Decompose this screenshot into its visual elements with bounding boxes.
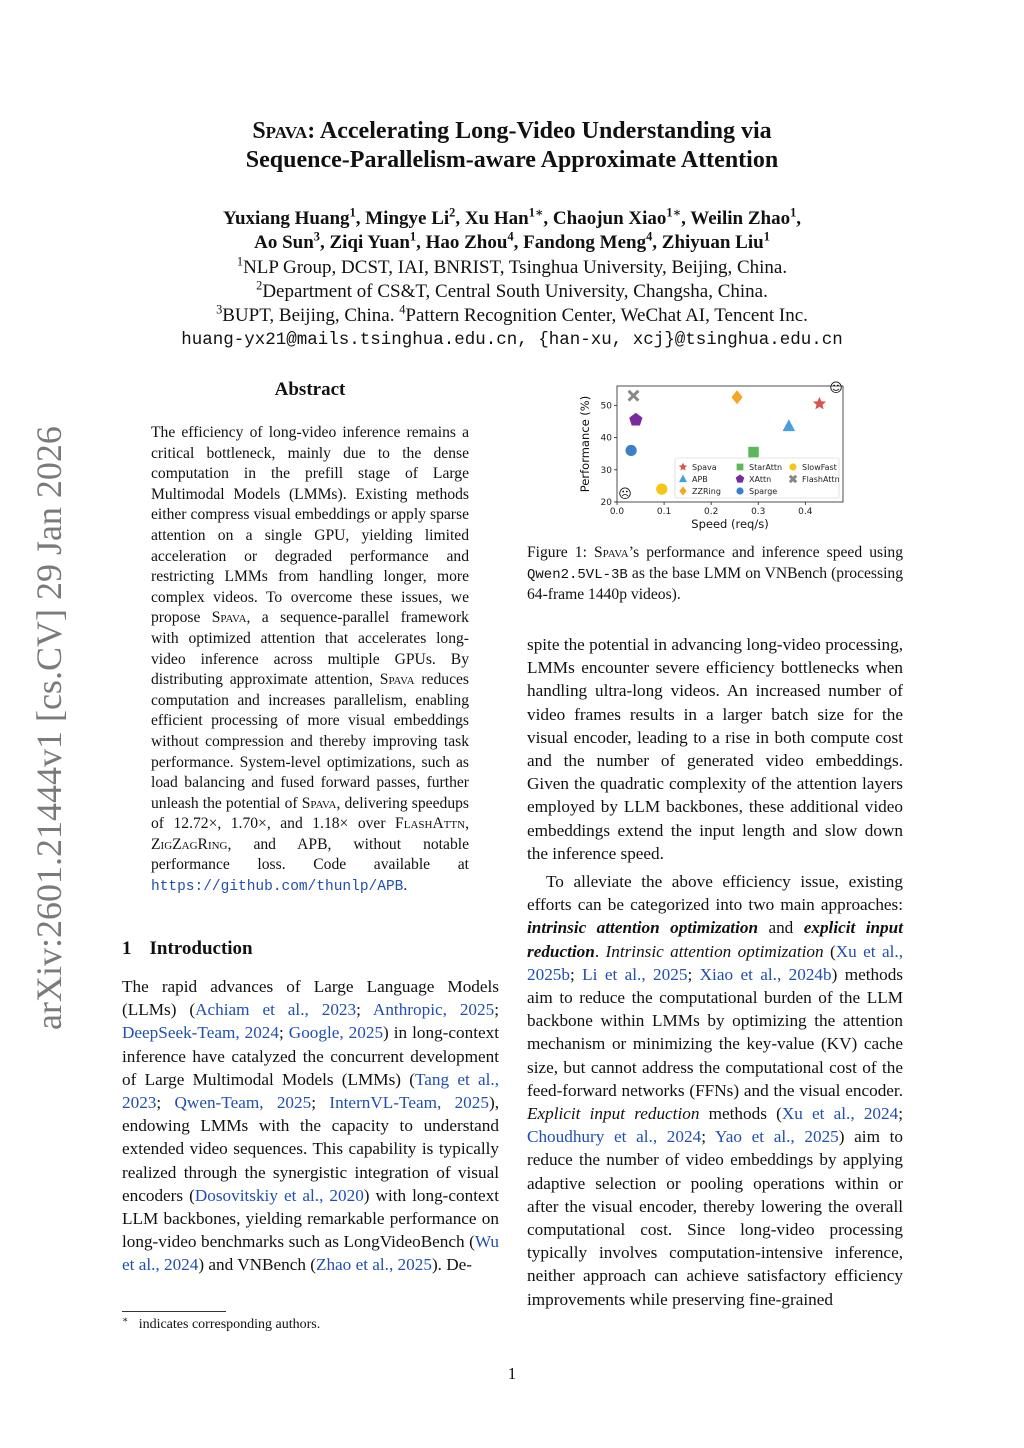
footnote-text: indicates corresponding authors. xyxy=(138,1317,321,1332)
citation-link[interactable]: Xu et al., 2025b xyxy=(527,941,903,984)
abstract-text-f: . xyxy=(403,877,408,895)
data-point-xattn xyxy=(629,413,642,426)
author-name: Yuxiang Huang xyxy=(223,208,350,229)
data-point-apb xyxy=(783,419,796,431)
data-point-sparge xyxy=(626,445,637,456)
legend-label: FlashAttn xyxy=(802,475,840,484)
citation-link[interactable]: DeepSeek-Team, 2024 xyxy=(122,1023,279,1043)
intro-right-paragraph-1: spite the potential in advancing long-video processing, LMMs encounter severe efficiency bottlenecks when handling ultra-long videos. An increased number of video frames results in a larger batch size for the visual encoder, leading to a rise in both compute cost and the number of generated video embeddings. Given the quadratic complexity of the attention layers employed by LLM backbones, these additional video embeddings extend the input length and slow down the inference speed. xyxy=(527,635,903,863)
author-affil-mark: 1∗ xyxy=(528,205,544,220)
page-number: 1 xyxy=(507,1364,517,1383)
y-tick-label: 40 xyxy=(600,433,612,444)
figure-spava: Spava xyxy=(593,544,629,561)
y-tick-label: 50 xyxy=(600,401,612,412)
citation-link[interactable]: Qwen-Team, 2025 xyxy=(174,1093,312,1113)
intro-text: ) and VNBench ( xyxy=(198,1255,316,1275)
paper-title xyxy=(0,117,1024,175)
abstract-spava-2: Spava xyxy=(379,671,415,689)
figure-1-caption xyxy=(527,543,903,606)
citation-link[interactable]: Google, 2025 xyxy=(288,1023,384,1043)
data-point-starattn xyxy=(748,447,759,458)
citation-link[interactable]: Xiao et al., 2024b xyxy=(699,964,832,984)
author-name: Xu Han xyxy=(464,208,529,229)
affiliation-2: $^2$Department of CS&T, Central South University, Changsha, China. xyxy=(256,278,768,302)
legend-marker-starattn xyxy=(737,464,744,471)
abstract-spava-1: Spava xyxy=(211,609,247,627)
authors-line1: Yuxiang Huang$^1$, Mingye Li$^2$, Xu Han$^{1∗}$, Chaojun Xiao$^{1∗}$, Weilin Zhao$^1$, xyxy=(223,205,801,229)
x-tick-label: 0.4 xyxy=(798,507,813,517)
section-title: Introduction xyxy=(149,938,253,959)
y-axis-label: Performance (%) xyxy=(578,395,592,493)
caption-text-b: as the base LMM on VNBench (processing 64-frame 1440p videos). xyxy=(527,564,903,603)
term-explicit: explicit input reduction xyxy=(527,918,903,961)
intro-text: . xyxy=(594,941,606,961)
affil2-text: Department of CS&T, Central South University, Changsha, China. xyxy=(262,281,768,302)
author-affil-mark: 3 xyxy=(313,229,320,244)
abstract-text-e: , and APB, without notable performance loss. Code available at xyxy=(151,835,469,874)
author-name: Fandong Meng xyxy=(523,232,647,253)
citation-link[interactable]: Xu et al., 2024 xyxy=(781,1104,899,1124)
author-name: Mingye Li xyxy=(365,208,450,229)
citation-link[interactable]: Tang et al., 2023 xyxy=(122,1069,499,1113)
abstract-body: The efficiency of long-video inference remains a critical bottleneck, mainly due to the dense computation in the prefill stage of Large Multimodal Models (LMMs). Existing methods either compress visual embeddings or apply sparse attention on a single GPU, yielding limited acceleration or degraded performance and restricting LMMs from handling longer, more complex videos. To overcome these issues, we propose Spava, a sequence-parallel framework with optimized attention that accelerates long-video inference across multiple GPUs. By distributing approximate attention, Spava reduces computation and increases parallelism, enabling efficient processing of more visual embeddings without compression and thereby improving task performance. System-level optimizations, such as load balancing and fused forward passes, further unleash the potential of Spava, delivering speedups of 12.72×, 1.70×, and 1.18× over FlashAttn, ZigZagRing, and APB, without notable performance loss. Code available at https://github.com/thunlp/APB. xyxy=(151,424,469,896)
intro-right-paragraph-2: To alleviate the above efficiency issue, existing efforts can be categorized into two main approaches: intrinsic attention optimization and explicit input reduction. Intrinsic attention optimization (Xu et al., 2025b; Li et al., 2025; Xiao et al., 2024b) methods aim to reduce the computational burden of the LLM backbone within LMMs by optimizing the attention mechanism or minimizing the key-value (KV) cache size, but cannot address the computational cost of the feed-forward networks (FFNs) and the visual encoder. Explicit input reduction methods (Xu et al., 2024; Choudhury et al., 2024; Yao et al., 2025) aim to reduce the number of video embeddings by applying adaptive selection or pooling operations within or after the visual encoder, thereby lowering the overall computational cost. Since long-video processing typically involves computation-intensive inference, neither approach can achieve satisfactory efficiency improvements while preserving fine-grained xyxy=(527,872,903,1309)
affil1-text: NLP Group, DCST, IAI, BNRIST, Tsinghua University, Beijing, China. xyxy=(243,257,788,278)
arxiv-stamp: arXiv:2601.21444v1 [cs.CV] 29 Jan 2026 xyxy=(29,426,69,1030)
legend-label: StarAttn xyxy=(749,463,783,472)
author-name: Ziqi Yuan xyxy=(329,232,410,253)
section-heading-introduction xyxy=(122,938,253,960)
author-name: Zhiyuan Liu xyxy=(661,232,764,253)
caption-model: Qwen2.5VL-3B xyxy=(527,566,628,583)
title-name: Spava xyxy=(252,118,308,144)
intro-text: ). De- xyxy=(431,1255,473,1275)
affiliation-3-4: $^3$BUPT, Beijing, China. $^4$Pattern Recognition Center, WeChat AI, Tencent Inc. xyxy=(216,302,808,326)
legend-marker-sparge xyxy=(736,487,743,494)
intro-text: ) with long-context LLM backbones, yielding remarkable performance on long-video benchmarks such as LongVideoBench ( xyxy=(122,1185,499,1252)
legend-marker-slowfast xyxy=(789,463,796,470)
legend-label: SlowFast xyxy=(802,463,837,472)
abstract-flashattn: FlashAttn xyxy=(395,815,466,833)
intro-text: ) in long-context inference have catalyzed the concurrent development of Large Multimodal Models (LMMs) ( xyxy=(122,1023,499,1089)
abstract-zigzag: ZigZagRing xyxy=(151,835,228,853)
author-name: Hao Zhou xyxy=(425,232,508,253)
y-tick-label: 30 xyxy=(600,465,612,476)
x-tick-label: 0.2 xyxy=(704,507,719,517)
affiliations xyxy=(0,256,1024,352)
author-affil-mark: 1 xyxy=(790,205,797,220)
abstract-text-a: The efficiency of long-video inference remains a critical bottleneck, mainly due to the dense computation in the prefill stage of Large Multimodal Models (LMMs). Existing methods either compress visual embeddings or apply sparse attention on a single GPU, yielding limited acceleration or degraded performance and restricting LMMs from handling longer, more complex videos. To overcome these issues, we propose xyxy=(151,424,469,627)
intro-text: and xyxy=(758,918,804,938)
figure-1-chart xyxy=(575,378,845,538)
intro-text: To alleviate the above efficiency issue, existing efforts can be categorized into two main approaches: xyxy=(527,872,903,915)
citation-link[interactable]: Achiam et al., 2023 xyxy=(195,1000,357,1020)
x-tick-label: 0.0 xyxy=(609,507,625,517)
intro-text: methods ( xyxy=(699,1104,782,1124)
intro-text: ) aim to reduce the number of video embeddings by applying adaptive selection or pooling operations within or after the visual encoder, thereby lowering the overall computational cost. Since long-video processing typically involves computation-intensive inference, neither approach can achieve satisfactory efficiency improvements while preserving fine-grained xyxy=(527,1127,903,1309)
title-line2: Sequence-Parallelism-aware Approximate Attention xyxy=(245,147,779,173)
abstract-text-d: , delivering speedups of 12.72×, 1.70×, and 1.18× over xyxy=(151,794,469,833)
legend-label: Sparge xyxy=(749,487,778,496)
abstract-text-c: reduces computation and increases parallelism, enabling efficient processing of more visual embeddings without compression and thereby improving task performance. System-level optimizations, such as load balancing and fused forward passes, further unleash the potential of xyxy=(151,671,469,812)
author-name: Chaojun Xiao xyxy=(552,208,667,229)
affil3-text: BUPT, Beijing, China. xyxy=(222,305,400,326)
footnote-rule xyxy=(122,1311,226,1312)
citation-link[interactable]: Anthropic, 2025 xyxy=(372,1000,495,1020)
author-list xyxy=(0,207,1024,255)
legend-label: ZZRing xyxy=(692,487,721,496)
data-point-zzring xyxy=(731,390,742,404)
author-affil-mark: 1∗ xyxy=(666,205,682,220)
title-line1: : Accelerating Long-Video Understanding via xyxy=(307,118,772,144)
intro-text: ), endowing LMMs with the capacity to understand extended video sequences. This capability is typically realized through the synergistic integration of visual encoders ( xyxy=(122,1093,499,1205)
code-link[interactable]: https://github.com/thunlp/APB xyxy=(151,879,404,896)
abstract-spava-3: Spava xyxy=(301,794,337,812)
caption-text-a: ’s performance and inference speed using xyxy=(628,544,903,561)
intro-text: ) methods aim to reduce the computational burden of the LLM backbone within LMMs by optimizing the attention mechanism or minimizing the key-value (KV) cache size, but cannot address the computational cost of the feed-forward networks (FFNs) and the visual encoder. xyxy=(527,964,903,1100)
intro-text: ( xyxy=(823,941,836,961)
author-affil-mark: 2 xyxy=(449,205,456,220)
x-tick-label: 0.1 xyxy=(656,507,672,517)
author-affil-mark: 1 xyxy=(763,229,770,244)
affil4-text: Pattern Recognition Center, WeChat AI, Tencent Inc. xyxy=(405,305,808,326)
intro-left-column: The rapid advances of Large Language Models (LLMs) (Achiam et al., 2023; Anthropic, 2025; DeepSeek-Team, 2024; Google, 2025) in long-context inference have catalyzed the concurrent development of Large Multimodal Models (LMMs) (Tang et al., 2023; Qwen-Team, 2025; InternVL-Team, 2025), endowing LMMs with the capacity to understand extended video sequences. This capability is typically realized through the synergistic integration of visual encoders (Dosovitskiy et al., 2020) with long-context LLM backbones, yielding remarkable performance on long-video benchmarks such as LongVideoBench (Wu et al., 2024) and VNBench (Zhao et al., 2025). De- xyxy=(122,977,499,1275)
happy-face-icon: ☺ xyxy=(829,381,843,396)
legend-label: XAttn xyxy=(749,475,772,484)
citation-link[interactable]: Li et al., 2025 xyxy=(582,964,688,984)
affiliation-1: $^1$NLP Group, DCST, IAI, BNRIST, Tsinghua University, Beijing, China. xyxy=(236,254,788,278)
section-number: 1 xyxy=(122,938,132,959)
author-emails: huang-yx21@mails.tsinghua.edu.cn, {han-xu, xcj}@tsinghua.edu.cn xyxy=(181,330,843,350)
term-intrinsic: intrinsic attention optimization xyxy=(527,918,759,938)
author-affil-mark: 4 xyxy=(507,229,514,244)
sad-face-icon: ☹ xyxy=(618,487,632,502)
footnote-mark: ∗ xyxy=(122,1314,129,1325)
author-affil-mark: 1 xyxy=(349,205,356,220)
x-tick-label: 0.3 xyxy=(751,507,766,517)
x-axis-label: Speed (req/s) xyxy=(691,517,769,531)
term-intrinsic-italic: Intrinsic attention optimization xyxy=(605,941,824,961)
legend-label: APB xyxy=(692,475,708,484)
figure-label: Figure 1: xyxy=(527,544,594,561)
citation-link[interactable]: Choudhury et al., 2024 xyxy=(527,1127,702,1147)
author-affil-mark: 1 xyxy=(409,229,417,244)
author-affil-mark: 4 xyxy=(646,229,653,244)
data-point-flashattn xyxy=(629,391,639,401)
term-explicit-italic: Explicit input reduction xyxy=(527,1104,700,1124)
author-name: Ao Sun xyxy=(254,232,314,253)
footnote xyxy=(122,1316,320,1334)
citation-link[interactable]: Zhao et al., 2025 xyxy=(315,1255,432,1275)
abstract-heading: Abstract xyxy=(274,379,346,400)
authors-line2: Ao Sun$^3$, Ziqi Yuan$^1$, Hao Zhou$^4$, Fandong Meng$^4$, Zhiyuan Liu$^1$ xyxy=(254,229,770,253)
abstract-text-b: , a sequence-parallel framework with optimized attention that accelerates long-video inference across multiple GPUs. By distributing approximate attention, xyxy=(151,609,469,689)
data-point-spava xyxy=(813,397,826,410)
data-point-slowfast xyxy=(656,484,667,495)
legend-label: Spava xyxy=(692,463,717,472)
citation-link[interactable]: Wu et al., 2024 xyxy=(122,1232,499,1275)
citation-link[interactable]: InternVL-Team, 2025 xyxy=(329,1093,489,1113)
intro-text: The rapid advances of Large Language Models (LLMs) ( xyxy=(122,977,499,1020)
citation-link[interactable]: Dosovitskiy et al., 2020 xyxy=(194,1185,364,1205)
author-name: Weilin Zhao xyxy=(690,208,791,229)
y-tick-label: 20 xyxy=(600,498,612,508)
citation-link[interactable]: Yao et al., 2025 xyxy=(715,1127,839,1147)
